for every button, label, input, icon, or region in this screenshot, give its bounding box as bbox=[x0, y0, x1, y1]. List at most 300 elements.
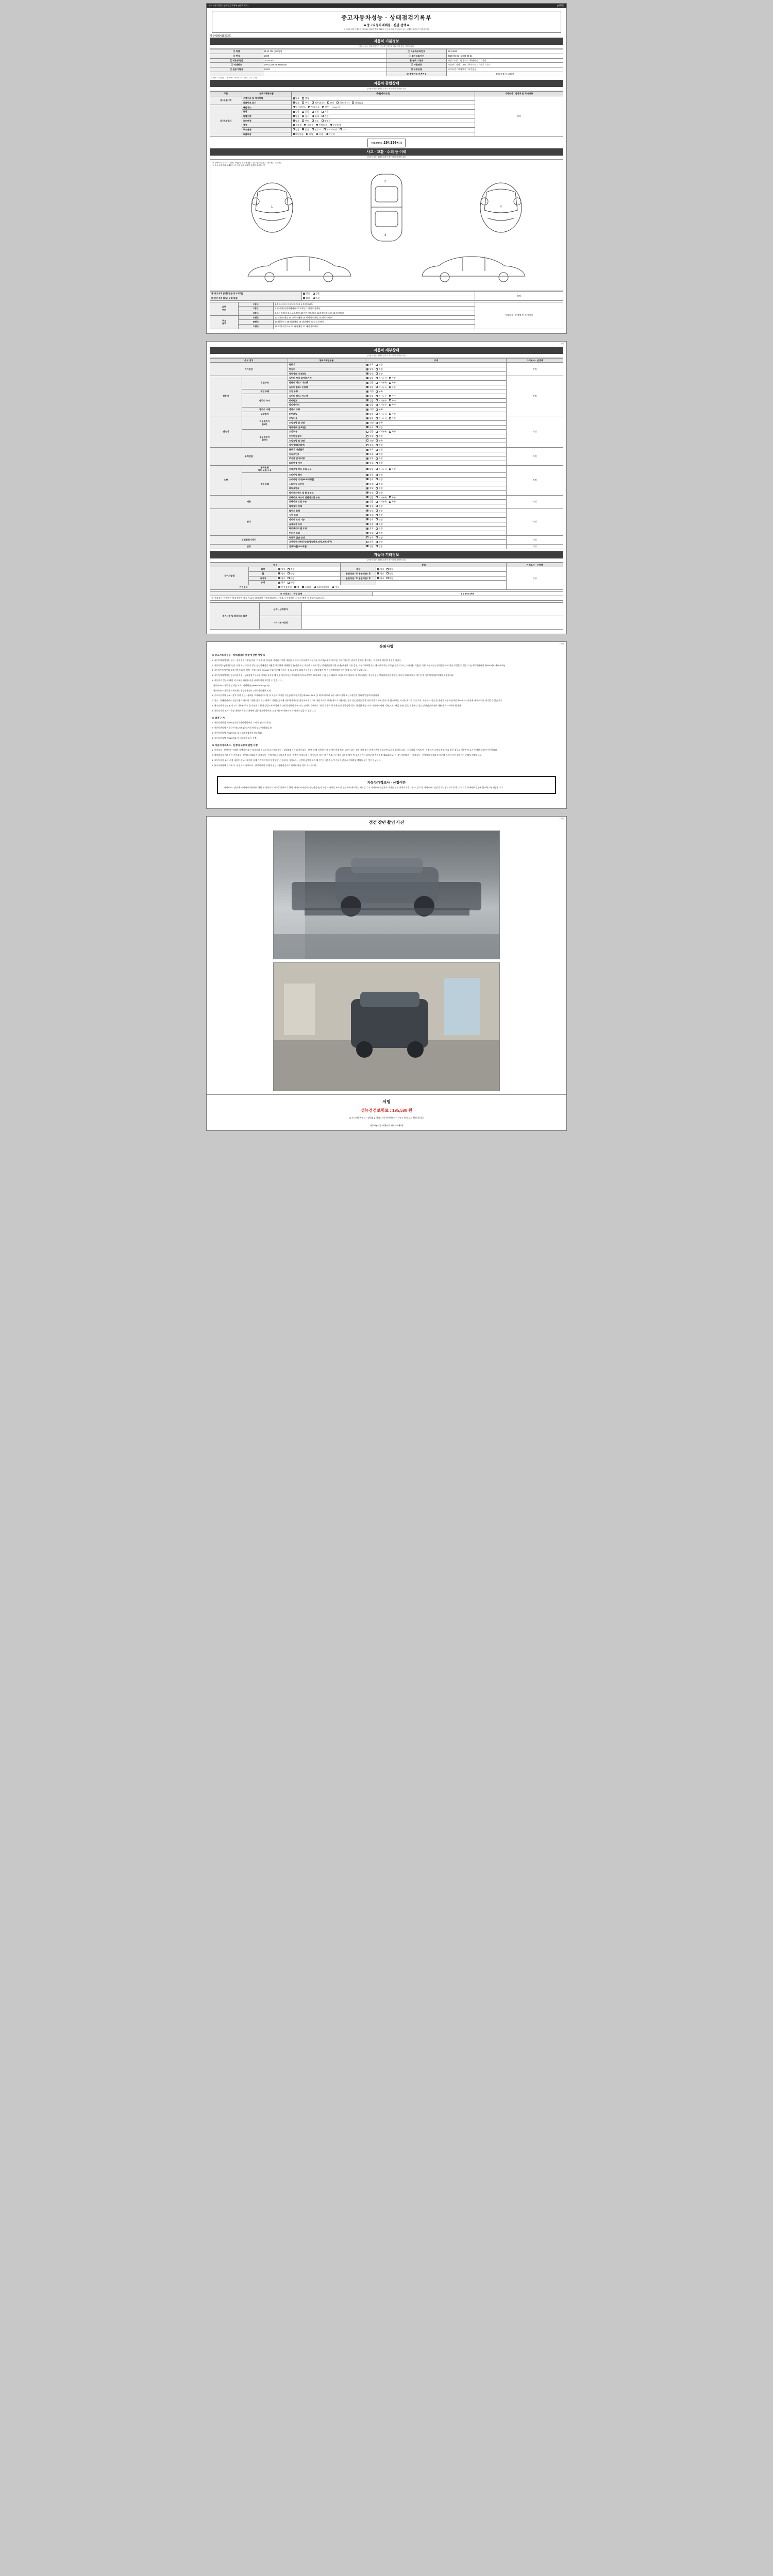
simple-repair-status[interactable]: 없음 있음 bbox=[302, 296, 475, 300]
checkbox-checked[interactable] bbox=[366, 510, 368, 512]
page-legal-note: 자동차관리법시행규칙 제120조 제1항 별지 제82호 서식에 따라 자동차의 성능·상태를 점검하여 기록합니다. bbox=[343, 28, 430, 30]
right-note: 적정 bbox=[507, 448, 563, 466]
status-cell[interactable]: 양호 불량 bbox=[365, 531, 507, 535]
status-cell[interactable]: 양호 불량 bbox=[365, 473, 507, 478]
checkbox[interactable] bbox=[288, 568, 290, 570]
status-cell[interactable]: 양호 불량 bbox=[365, 535, 507, 540]
status-cell-2[interactable]: 양호 불량 bbox=[376, 567, 506, 572]
checkbox[interactable] bbox=[389, 395, 391, 397]
remarks-row-value[interactable] bbox=[302, 616, 563, 629]
status-cell[interactable]: 일산화탄소 탄화수소 매연 % ppm % bbox=[291, 105, 475, 110]
checkbox[interactable] bbox=[308, 106, 310, 108]
status-cell[interactable]: 양호 불량 bbox=[365, 486, 507, 491]
section1-band: 자동차 기본정보 bbox=[210, 38, 563, 45]
item-label: 작동상태 (공회전) bbox=[288, 371, 365, 376]
basic-label: ⑥ 변속기 종류 bbox=[386, 58, 446, 63]
checkbox[interactable] bbox=[376, 496, 378, 498]
checkbox[interactable] bbox=[389, 382, 391, 384]
checkbox[interactable] bbox=[316, 124, 318, 126]
price-definition-title: 자동차가격조사 · 산정이란 bbox=[367, 781, 406, 785]
status-cell[interactable]: 무채색 유채색 전체도색 부분도색 bbox=[291, 123, 475, 128]
col-right: 가격조사 · 산정액 및 특기사항 bbox=[475, 92, 563, 96]
status-cell[interactable]: 없음 있음 불법 적법 bbox=[291, 110, 475, 114]
rank-label: A랭크 bbox=[238, 315, 274, 320]
checkbox-checked[interactable] bbox=[366, 518, 368, 520]
checkbox-checked[interactable] bbox=[366, 478, 368, 480]
item-label: 용도변경 bbox=[242, 118, 291, 123]
status-cell[interactable]: 양호 불량 bbox=[365, 456, 507, 461]
checkbox-checked[interactable] bbox=[366, 474, 368, 476]
checkbox[interactable] bbox=[293, 128, 295, 130]
checkbox[interactable] bbox=[366, 541, 368, 543]
checkbox-checked[interactable] bbox=[302, 128, 304, 130]
checkbox[interactable] bbox=[322, 106, 324, 108]
checkbox-checked[interactable] bbox=[366, 386, 368, 388]
group-label: 고전원전기장치 bbox=[210, 535, 288, 544]
checkbox-checked[interactable] bbox=[278, 572, 280, 574]
price-definition-box bbox=[217, 776, 556, 794]
status-cell[interactable]: 양호 불량 bbox=[277, 567, 341, 572]
right-note: 적정 bbox=[507, 363, 563, 376]
checkbox-checked[interactable] bbox=[366, 404, 368, 406]
checkbox[interactable] bbox=[306, 133, 308, 135]
col-status: 상태(세부상태) bbox=[291, 92, 475, 96]
item-label: 시동 모터 bbox=[288, 513, 365, 518]
checkbox[interactable] bbox=[312, 111, 314, 113]
checkbox-checked[interactable] bbox=[366, 532, 368, 534]
remarks-row-label: 가격 · 조사산정 bbox=[259, 616, 301, 629]
checkbox[interactable] bbox=[376, 404, 378, 406]
status-cell[interactable]: 없음 미세누수 누수 bbox=[365, 398, 507, 403]
checkbox[interactable] bbox=[332, 586, 334, 588]
item-label: 리콜대상 bbox=[242, 132, 291, 137]
status-cell[interactable]: 양호 불량 bbox=[365, 517, 507, 522]
status-cell[interactable]: 적정 부족 bbox=[365, 421, 507, 426]
inspection-fee bbox=[207, 1106, 566, 1115]
checkbox-checked[interactable] bbox=[366, 417, 368, 419]
status-cell[interactable]: 없음 미세누유 누유 bbox=[365, 412, 507, 416]
checkbox-checked[interactable] bbox=[366, 496, 368, 498]
status-cell[interactable]: 없음 미세누유 누유 bbox=[365, 495, 507, 500]
rank-label: 2랭크 bbox=[238, 307, 274, 311]
checkbox[interactable] bbox=[337, 101, 339, 104]
item-label: 색상 bbox=[242, 123, 291, 128]
item-label: 라디에이터 bbox=[288, 403, 365, 408]
checkbox[interactable] bbox=[376, 536, 378, 538]
section3-band: 사고 · 교환 · 수리 등 이력 bbox=[210, 148, 563, 156]
checkbox[interactable] bbox=[389, 501, 391, 503]
table-header-row bbox=[210, 358, 563, 363]
checkbox[interactable] bbox=[389, 399, 391, 401]
subgroup-label: 오일누유 bbox=[242, 376, 288, 389]
right-note: 적정 bbox=[475, 96, 563, 137]
checkbox[interactable] bbox=[376, 505, 378, 507]
checkbox-checked[interactable] bbox=[293, 115, 295, 117]
section2-band-sub: (자동차성능·상태점검자가 확인하여 기재합니다) bbox=[210, 87, 563, 91]
checkbox-checked[interactable] bbox=[366, 528, 368, 530]
checkbox[interactable] bbox=[376, 523, 378, 525]
checkbox-checked[interactable] bbox=[366, 364, 368, 366]
emission-units: % ppm % bbox=[332, 106, 340, 109]
checkbox[interactable] bbox=[389, 496, 391, 498]
status-cell[interactable]: 없음 있음 bbox=[365, 544, 507, 549]
checkbox[interactable] bbox=[386, 572, 389, 574]
subgroup-label: 오일 유량 bbox=[242, 389, 288, 394]
checkbox-checked[interactable] bbox=[278, 577, 280, 579]
checkbox[interactable] bbox=[302, 120, 304, 122]
checkbox[interactable] bbox=[302, 97, 304, 99]
car-right-side-diagram bbox=[417, 250, 530, 286]
checkbox[interactable] bbox=[312, 101, 314, 104]
checkbox-checked[interactable] bbox=[366, 422, 368, 424]
checkbox[interactable] bbox=[330, 124, 332, 126]
checkbox-checked[interactable] bbox=[366, 395, 368, 397]
status-cell[interactable]: 양호 불량 bbox=[365, 513, 507, 518]
remarks-row-value[interactable] bbox=[302, 602, 563, 616]
table-row bbox=[210, 376, 563, 381]
panel-group-label: 외판 부위 bbox=[210, 302, 239, 315]
status-cell[interactable]: 적정 부족 bbox=[365, 389, 507, 394]
status-cell[interactable]: 없음 미세누수 누수 bbox=[365, 403, 507, 408]
notice-legal-item: 4. 자동차관리법 제58조의5 (자동차가격 조사·산정) bbox=[212, 736, 258, 739]
checkbox[interactable] bbox=[376, 409, 378, 411]
checkbox-checked[interactable] bbox=[366, 382, 368, 384]
right-header-note: 가격조사 · 산정액 및 특기사항 bbox=[475, 302, 563, 329]
status-cell[interactable]: 없음 미세누유 누유 bbox=[365, 385, 507, 389]
status-cell[interactable]: 양호 불량 bbox=[365, 425, 507, 430]
checkbox-checked[interactable] bbox=[293, 133, 295, 135]
status-cell[interactable]: 없음 미세누유 누유 bbox=[365, 381, 507, 385]
checkbox-checked[interactable] bbox=[366, 426, 368, 428]
status-cell[interactable]: 적정 부족 bbox=[365, 438, 507, 443]
checkbox[interactable] bbox=[366, 439, 368, 442]
status-cell[interactable]: 양호 불량 bbox=[365, 490, 507, 495]
status-cell[interactable]: 양호 부식 훼손(오손) 상이 변조(변타) 타각없음 bbox=[291, 100, 475, 105]
checkbox[interactable] bbox=[366, 536, 368, 538]
checkbox-checked[interactable] bbox=[293, 120, 295, 122]
page-title: 중고자동차성능 · 상태점검기록부 bbox=[341, 15, 432, 21]
checkbox[interactable] bbox=[376, 528, 378, 530]
checkbox[interactable] bbox=[302, 115, 304, 117]
checkbox[interactable] bbox=[366, 444, 368, 446]
status-cell[interactable]: 양호 불량 bbox=[365, 452, 507, 456]
checkbox[interactable] bbox=[376, 518, 378, 520]
rank-parts: 13.프론트패널 14.크로스멤버 15.인사이드패널 16.사이드멤버 bbox=[274, 315, 475, 320]
checkbox[interactable] bbox=[376, 487, 378, 489]
checkbox[interactable] bbox=[376, 417, 378, 419]
car-front-right-diagram bbox=[470, 177, 532, 239]
status-cell[interactable]: 해당없음 해당 이행 미이행 bbox=[291, 132, 475, 137]
checkbox[interactable] bbox=[313, 297, 315, 299]
status-cell[interactable]: 양호 불량 bbox=[365, 527, 507, 531]
checkbox[interactable] bbox=[389, 431, 391, 433]
basic-items-value[interactable]: 안전삼각대 잭 스패너 스페어타이어 기타 bbox=[277, 585, 507, 589]
checkbox[interactable] bbox=[366, 435, 368, 437]
status-cell[interactable]: 양호 불량 bbox=[365, 477, 507, 482]
checkbox[interactable] bbox=[376, 435, 378, 437]
checkbox-checked[interactable] bbox=[293, 124, 295, 126]
rank-label: B랭크 bbox=[238, 320, 274, 325]
status-cell[interactable]: 양호 불량 bbox=[365, 363, 507, 367]
checkbox-checked[interactable] bbox=[366, 505, 368, 507]
checkbox[interactable] bbox=[312, 120, 314, 122]
group-label: 전기 bbox=[210, 509, 288, 535]
checkbox-checked[interactable] bbox=[278, 568, 280, 570]
subgroup-label: 수동변속기 (M/T) bbox=[242, 430, 288, 448]
status-cell[interactable]: 양호 불량 bbox=[277, 581, 341, 585]
checkbox[interactable] bbox=[302, 101, 304, 104]
item-label: 스티어링 펌프 bbox=[288, 473, 365, 478]
checkbox[interactable] bbox=[389, 377, 391, 379]
status-cell[interactable]: 적정 부족 bbox=[365, 408, 507, 412]
checkbox[interactable] bbox=[288, 572, 290, 574]
checkbox[interactable] bbox=[314, 586, 316, 588]
car-side-diagrams bbox=[212, 248, 561, 289]
table-row bbox=[210, 63, 563, 67]
checkbox[interactable] bbox=[376, 395, 378, 397]
checkbox[interactable] bbox=[376, 377, 378, 379]
status-cell[interactable]: 양호 불량 bbox=[277, 576, 341, 581]
checkbox[interactable] bbox=[376, 532, 378, 534]
checkbox[interactable] bbox=[389, 386, 391, 388]
section2-band: 자동차 종합상태 bbox=[210, 80, 563, 87]
item-label: 실린더 블록 / 오일팬 bbox=[288, 385, 365, 389]
checkbox[interactable] bbox=[376, 391, 378, 393]
checkbox-checked[interactable] bbox=[366, 391, 368, 393]
table-row bbox=[210, 67, 563, 72]
checkbox[interactable] bbox=[376, 478, 378, 480]
status-cell-2[interactable] bbox=[376, 581, 506, 585]
status-cell[interactable]: 없음 미세누유 누유 bbox=[365, 465, 507, 472]
item-label: 실린더 헤드 / 가스켓 bbox=[288, 381, 365, 385]
item-label: 윈도우 모터 bbox=[288, 531, 365, 535]
checkbox-checked[interactable] bbox=[366, 372, 368, 375]
checkbox-checked[interactable] bbox=[366, 399, 368, 401]
right-note: 적정 bbox=[507, 509, 563, 535]
basic-label: ⑤ 최초등록일 bbox=[210, 58, 263, 63]
checkbox[interactable] bbox=[376, 413, 378, 415]
checkbox[interactable] bbox=[376, 483, 378, 485]
status-cell[interactable]: 양호 불량 bbox=[365, 434, 507, 439]
checkbox-checked[interactable] bbox=[366, 483, 368, 485]
status-cell[interactable]: 없음 미세누유 누유 bbox=[365, 500, 507, 504]
checkbox-checked[interactable] bbox=[377, 572, 379, 574]
checkbox-checked[interactable] bbox=[366, 501, 368, 503]
status-cell[interactable]: 양호 불량 bbox=[365, 522, 507, 527]
checkbox[interactable] bbox=[376, 453, 378, 455]
status-cell[interactable]: 없음 있음 선루프 내비게이션 기타 bbox=[291, 127, 475, 132]
status-cell[interactable]: 양호 불량 bbox=[365, 540, 507, 545]
item-label-2: 내장 bbox=[341, 567, 376, 572]
right-note: 적정 bbox=[475, 292, 563, 300]
sheet-3-notice bbox=[206, 641, 567, 809]
section3-band-sub: (자동차성능·상태점검자가 확인하여 기재합니다) bbox=[210, 156, 563, 160]
status-cell[interactable]: 양호 불량 bbox=[365, 504, 507, 509]
damage-diagram-area bbox=[210, 160, 563, 291]
checkbox[interactable] bbox=[376, 510, 378, 512]
checkbox[interactable] bbox=[313, 293, 315, 295]
status-cell[interactable]: 양호 불량 bbox=[365, 509, 507, 513]
checkbox[interactable] bbox=[376, 386, 378, 388]
basic-label: ① 차명 bbox=[210, 49, 263, 54]
status-cell[interactable]: 없음 미세누수 누수 bbox=[365, 394, 507, 399]
frame-group-label: 주요 골격 bbox=[210, 315, 239, 329]
checkbox[interactable] bbox=[322, 115, 324, 117]
checkbox-checked[interactable] bbox=[366, 457, 368, 460]
checkbox-checked[interactable] bbox=[366, 409, 368, 411]
document-number: 제 74000415263호 bbox=[210, 35, 231, 38]
checkbox-checked[interactable] bbox=[366, 368, 368, 370]
checkbox[interactable] bbox=[352, 101, 354, 104]
checkbox[interactable] bbox=[386, 577, 389, 579]
status-cell[interactable]: 양호 불량 bbox=[365, 443, 507, 448]
checkbox[interactable] bbox=[376, 399, 378, 401]
checkbox-checked[interactable] bbox=[366, 453, 368, 455]
checkbox-checked[interactable] bbox=[303, 293, 305, 295]
corner-mark: [시행] bbox=[560, 342, 564, 345]
status-cell[interactable]: 양호 불량 bbox=[365, 448, 507, 452]
status-cell[interactable]: 없음 침수 화재 전손 bbox=[291, 114, 475, 118]
checkbox[interactable] bbox=[288, 577, 290, 579]
group-label: 자가진단 bbox=[210, 363, 288, 376]
checkbox[interactable] bbox=[312, 128, 314, 130]
checkbox[interactable] bbox=[327, 101, 329, 104]
odometer-label: 현재 주행거리 bbox=[371, 142, 383, 145]
checkbox-checked[interactable] bbox=[366, 487, 368, 489]
basic-label: ② 자동차등록번호 bbox=[386, 49, 446, 54]
svg-text:3: 3 bbox=[384, 234, 386, 238]
checkbox[interactable] bbox=[376, 382, 378, 384]
checkbox[interactable] bbox=[389, 417, 391, 419]
inspection-photo-2 bbox=[273, 962, 500, 1091]
checkbox[interactable] bbox=[376, 474, 378, 476]
checkbox[interactable] bbox=[389, 404, 391, 406]
status-cell-2[interactable]: 양호 불량 bbox=[376, 571, 506, 576]
section5-band: 자동차 기타정보 bbox=[210, 551, 563, 558]
checkbox-checked[interactable] bbox=[278, 586, 280, 588]
checkbox[interactable] bbox=[376, 457, 378, 460]
item-label: 동력조향 작동 오일 누유 bbox=[288, 465, 365, 472]
item-label: 냉각수 수량 bbox=[288, 408, 365, 412]
notice-heading-1: ※ 중고자동차성능 · 상태점검의 보증에 관한 사항 등 bbox=[212, 653, 265, 656]
checkbox-checked[interactable] bbox=[294, 586, 296, 588]
status-cell[interactable]: 양호 불량 bbox=[365, 367, 507, 372]
panel-rank-table bbox=[210, 302, 563, 329]
checkbox[interactable] bbox=[288, 582, 290, 584]
checkbox[interactable] bbox=[389, 468, 391, 470]
checkbox-checked[interactable] bbox=[293, 101, 295, 104]
status-cell[interactable]: 없음 미세누유 누유 bbox=[365, 430, 507, 434]
checkbox-checked[interactable] bbox=[366, 468, 368, 470]
checkbox-checked[interactable] bbox=[302, 586, 304, 588]
checkbox[interactable] bbox=[340, 128, 342, 130]
checkbox[interactable] bbox=[376, 422, 378, 424]
item-label: 타이어 bbox=[249, 576, 277, 581]
checkbox[interactable] bbox=[376, 462, 378, 464]
checkbox-checked[interactable] bbox=[377, 577, 379, 579]
checkbox-checked[interactable] bbox=[366, 462, 368, 464]
checkbox-checked[interactable] bbox=[377, 568, 379, 570]
status-cell[interactable]: 없음 미세누유 누유 bbox=[365, 416, 507, 421]
accident-status[interactable]: 없음 있음 bbox=[302, 292, 475, 296]
basic-value: 2020-06-01 ~ 2026-05-31 bbox=[446, 54, 563, 59]
status-cell[interactable]: 없음 렌트 리스 영업용 bbox=[291, 118, 475, 123]
checkbox[interactable] bbox=[389, 413, 391, 415]
checkbox[interactable] bbox=[366, 431, 368, 433]
checkbox-checked[interactable] bbox=[366, 545, 368, 547]
col-group: 구분 bbox=[210, 92, 242, 96]
checkbox[interactable] bbox=[376, 468, 378, 470]
checkbox-checked[interactable] bbox=[303, 297, 305, 299]
checkbox[interactable] bbox=[324, 128, 326, 130]
checkbox[interactable] bbox=[376, 368, 378, 370]
checkbox[interactable] bbox=[376, 431, 378, 433]
status-cell[interactable]: 양호 불량 bbox=[365, 482, 507, 486]
checkbox[interactable] bbox=[376, 514, 378, 516]
checkbox-checked[interactable] bbox=[366, 514, 368, 516]
status-cell[interactable]: 양호 불량 bbox=[291, 96, 475, 101]
overall-condition-table bbox=[210, 91, 563, 137]
basic-value: DAFB bbox=[263, 67, 386, 72]
subgroup-label: 자동변속기 (A/T) bbox=[242, 416, 288, 430]
item-label: 오일 유량 bbox=[288, 389, 365, 394]
checkbox-checked[interactable] bbox=[366, 449, 368, 451]
checkbox[interactable] bbox=[316, 133, 318, 135]
status-cell[interactable]: 양호 불량 bbox=[277, 571, 341, 576]
checkbox[interactable] bbox=[376, 426, 378, 428]
notice-body bbox=[207, 653, 566, 772]
checkbox[interactable] bbox=[376, 492, 378, 494]
remarks-label: 특기사항 및 점검자의 의견 bbox=[210, 602, 260, 629]
checkbox[interactable] bbox=[376, 444, 378, 446]
item-label: 발전기 출력 bbox=[288, 509, 365, 513]
car-left-side-diagram bbox=[243, 250, 356, 286]
status-cell-2[interactable]: 양호 불량 bbox=[376, 576, 506, 581]
checkbox-checked[interactable] bbox=[366, 413, 368, 415]
status-cell[interactable]: 없음 미세누유 누유 bbox=[365, 376, 507, 381]
checkbox-checked[interactable] bbox=[278, 582, 280, 584]
checkbox-checked[interactable] bbox=[293, 97, 295, 99]
checkbox[interactable] bbox=[293, 106, 295, 108]
checkbox-checked[interactable] bbox=[366, 523, 368, 525]
checkbox[interactable] bbox=[376, 449, 378, 451]
status-cell[interactable]: 양호 불량 bbox=[365, 371, 507, 376]
basic-value: 22가4841 bbox=[446, 49, 563, 54]
checkbox[interactable] bbox=[326, 133, 328, 135]
checkbox[interactable] bbox=[376, 372, 378, 375]
checkbox[interactable] bbox=[386, 568, 389, 570]
checkbox[interactable] bbox=[322, 111, 324, 113]
checkbox-checked[interactable] bbox=[293, 111, 295, 113]
checkbox[interactable] bbox=[376, 541, 378, 543]
checkbox-checked[interactable] bbox=[366, 492, 368, 494]
right-note: 적정 bbox=[507, 544, 563, 549]
item-label: 유리 bbox=[249, 581, 277, 585]
checkbox-checked[interactable] bbox=[366, 377, 368, 379]
notice-legal-heading: ※ 법적 근거 bbox=[212, 716, 225, 719]
checkbox[interactable] bbox=[376, 545, 378, 547]
checkbox[interactable] bbox=[376, 364, 378, 366]
status-cell[interactable]: 양호 불량 bbox=[365, 461, 507, 466]
checkbox[interactable] bbox=[322, 120, 324, 122]
checkbox[interactable] bbox=[302, 111, 304, 113]
checkbox[interactable] bbox=[312, 115, 314, 117]
checkbox[interactable] bbox=[304, 124, 306, 126]
notice-item: 3. 자동차인도일부터 보증기간이 30일 이상, 주행거리가 2,000㎞ 이상(전손에 이르는 경우) 보증에 대해 자동차성능상태점검자 및 자동차매매업자에게 이행 요구할 수 있습니다. bbox=[212, 669, 367, 672]
checkbox[interactable] bbox=[376, 439, 378, 442]
price-assessment-table bbox=[210, 591, 563, 601]
checkbox[interactable] bbox=[376, 501, 378, 503]
